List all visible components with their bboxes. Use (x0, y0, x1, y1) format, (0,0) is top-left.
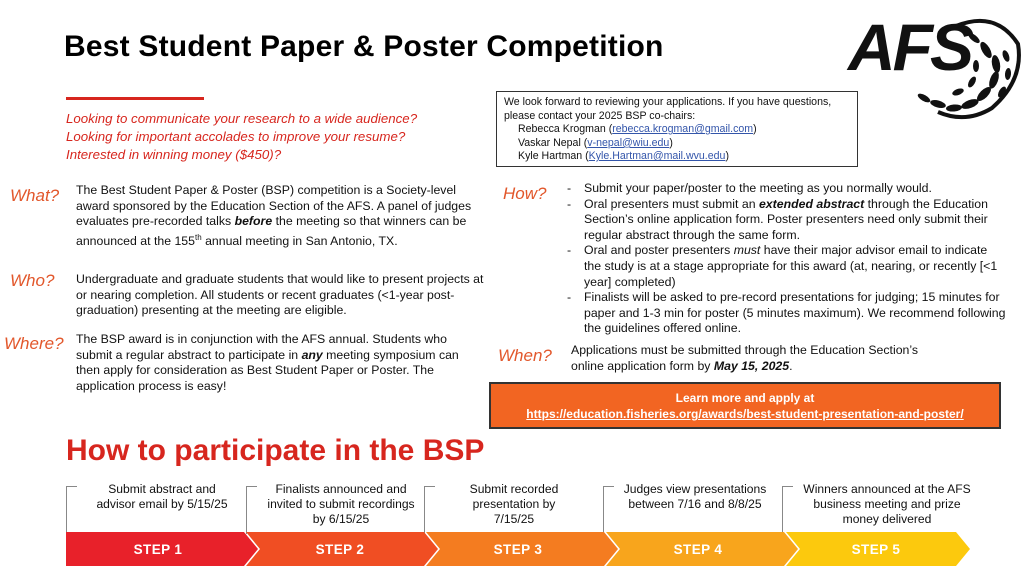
how-list-item (567, 197, 1007, 244)
step-3-label: STEP 3 (493, 542, 543, 557)
cochair-entry: Vaskar Nepal (v-nepal@wiu.edu) (518, 136, 673, 149)
logo-text: AFS (848, 10, 971, 84)
step-bracket (66, 486, 77, 534)
teaser-line: Looking for important accolades to improve your resume? (66, 129, 406, 144)
how-item-emphasis: extended abstract (758, 196, 865, 211)
what-text-emphasis: before (234, 214, 273, 229)
step-2-description: Finalists announced and invited to submit recordings by 6/15/25 (267, 482, 415, 526)
page-title: Best Student Paper & Poster Competition (64, 30, 664, 63)
step-1-label: STEP 1 (133, 542, 183, 557)
where-text-part: The BSP award is in conjunction with the AFS annual. Students who submit a regular abstract to participate in (76, 332, 447, 362)
how-item-emphasis: must (733, 243, 761, 258)
how-item-part: Oral presenters must submit an (584, 196, 759, 211)
title-underline (66, 97, 204, 100)
what-text-part: annual meeting in San Antonio, TX. (201, 233, 398, 248)
cochair-name: Vaskar Nepal (518, 136, 581, 149)
where-text-emphasis: any (301, 347, 323, 362)
step-bracket (782, 486, 793, 534)
how-label: How? (503, 184, 547, 203)
step-1-description: Submit abstract and advisor email by 5/15/25 (96, 482, 228, 511)
apply-url-link[interactable]: https://education.fisheries.org/awards/best-student-presentation-and-poster/ (526, 407, 964, 421)
how-list-item: - Finalists will be asked to pre-record presentations for judging; 15 minutes for paper and 1-3 min for poster (5 minutes maximum). We recommend following the guidelines offered online. (567, 290, 1007, 337)
cochair-entry: Rebecca Krogman (rebecca.krogman@gmail.com) (518, 123, 757, 136)
who-label: Who? (10, 271, 55, 290)
when-text (571, 343, 951, 374)
step-4-description: Judges view presentations between 7/16 and 8/8/25 (623, 482, 767, 511)
where-text-part: meeting symposium can then apply for consideration as Best Student Paper or Poster. The application process is easy! (76, 347, 459, 393)
step-4-label: STEP 4 (673, 542, 723, 557)
what-text-part: the meeting so that winners can be announced at the 155 (76, 214, 467, 248)
what-label: What? (10, 186, 60, 205)
how-list-item (567, 243, 1007, 290)
teaser-line: Interested in winning money ($450)? (66, 147, 282, 162)
when-text-part: Applications must be submitted through the Education Section’s online application form by (571, 343, 919, 373)
step-2-label: STEP 2 (315, 542, 365, 557)
steps-arrow-bar (66, 532, 976, 566)
what-text-superscript: th (194, 232, 202, 242)
afs-fish-logo-icon (846, 4, 1022, 137)
where-label: Where? (4, 334, 64, 353)
step-bracket (246, 486, 257, 534)
how-item-part: through the Education Section’s online application form. Poster presenters need only submit their regular abstract through the same form. (584, 196, 988, 242)
apply-banner[interactable] (489, 382, 1001, 429)
cochair-email-link[interactable]: rebecca.krogman@gmail.com (612, 123, 754, 136)
how-to-participate-heading: How to participate in the BSP (66, 434, 485, 467)
contact-intro: We look forward to reviewing your applications. If you have questions, please contact your 2025 BSP co-chairs: (504, 96, 832, 122)
step-3-description: Submit recorded presentation by 7/15/25 (469, 482, 559, 526)
teaser-questions (66, 110, 486, 164)
cochair-entry: Kyle Hartman (Kyle.Hartman@mail.wvu.edu) (518, 150, 729, 163)
step-bracket (424, 486, 435, 534)
step-5-description: Winners announced at the AFS business meeting and prize money delivered (803, 482, 971, 526)
apply-heading: Learn more and apply at (675, 391, 815, 405)
cochair-name: Rebecca Krogman (518, 123, 606, 136)
who-text: Undergraduate and graduate students that would like to present projects at or nearing completion. All students or recent graduates (<1-year post-graduation) presenting at the meeting are eligible. (76, 272, 484, 318)
where-text (76, 332, 486, 394)
how-item-part: have their major advisor email to indicate the study is at a stage appropriate for this award (at, nearing, or recently [<1 year] completed) (584, 243, 998, 289)
teaser-line: Looking to communicate your research to a wide audience? (66, 111, 418, 126)
cochair-email-link[interactable]: Kyle.Hartman@mail.wvu.edu (588, 150, 726, 163)
step-bracket (603, 486, 614, 534)
how-list (567, 181, 1007, 337)
cochair-email-link[interactable]: v-nepal@wiu.edu (587, 136, 670, 149)
cochair-name: Kyle Hartman (518, 150, 583, 163)
what-text (76, 183, 478, 249)
what-text-part: The Best Student Paper & Poster (BSP) competition is a Society-level award sponsored by the Education Section of the AFS. A panel of judges evaluates pre-recorded talks (76, 183, 472, 229)
when-text-part: . (789, 358, 793, 373)
contact-box (496, 91, 858, 167)
when-label: When? (498, 346, 552, 365)
step-5-label: STEP 5 (851, 542, 901, 557)
how-item-part: Oral and poster presenters (584, 243, 734, 258)
how-list-item: - Submit your paper/poster to the meeting as you normally would. (567, 181, 1007, 197)
when-text-emphasis: May 15, 2025 (713, 358, 790, 373)
